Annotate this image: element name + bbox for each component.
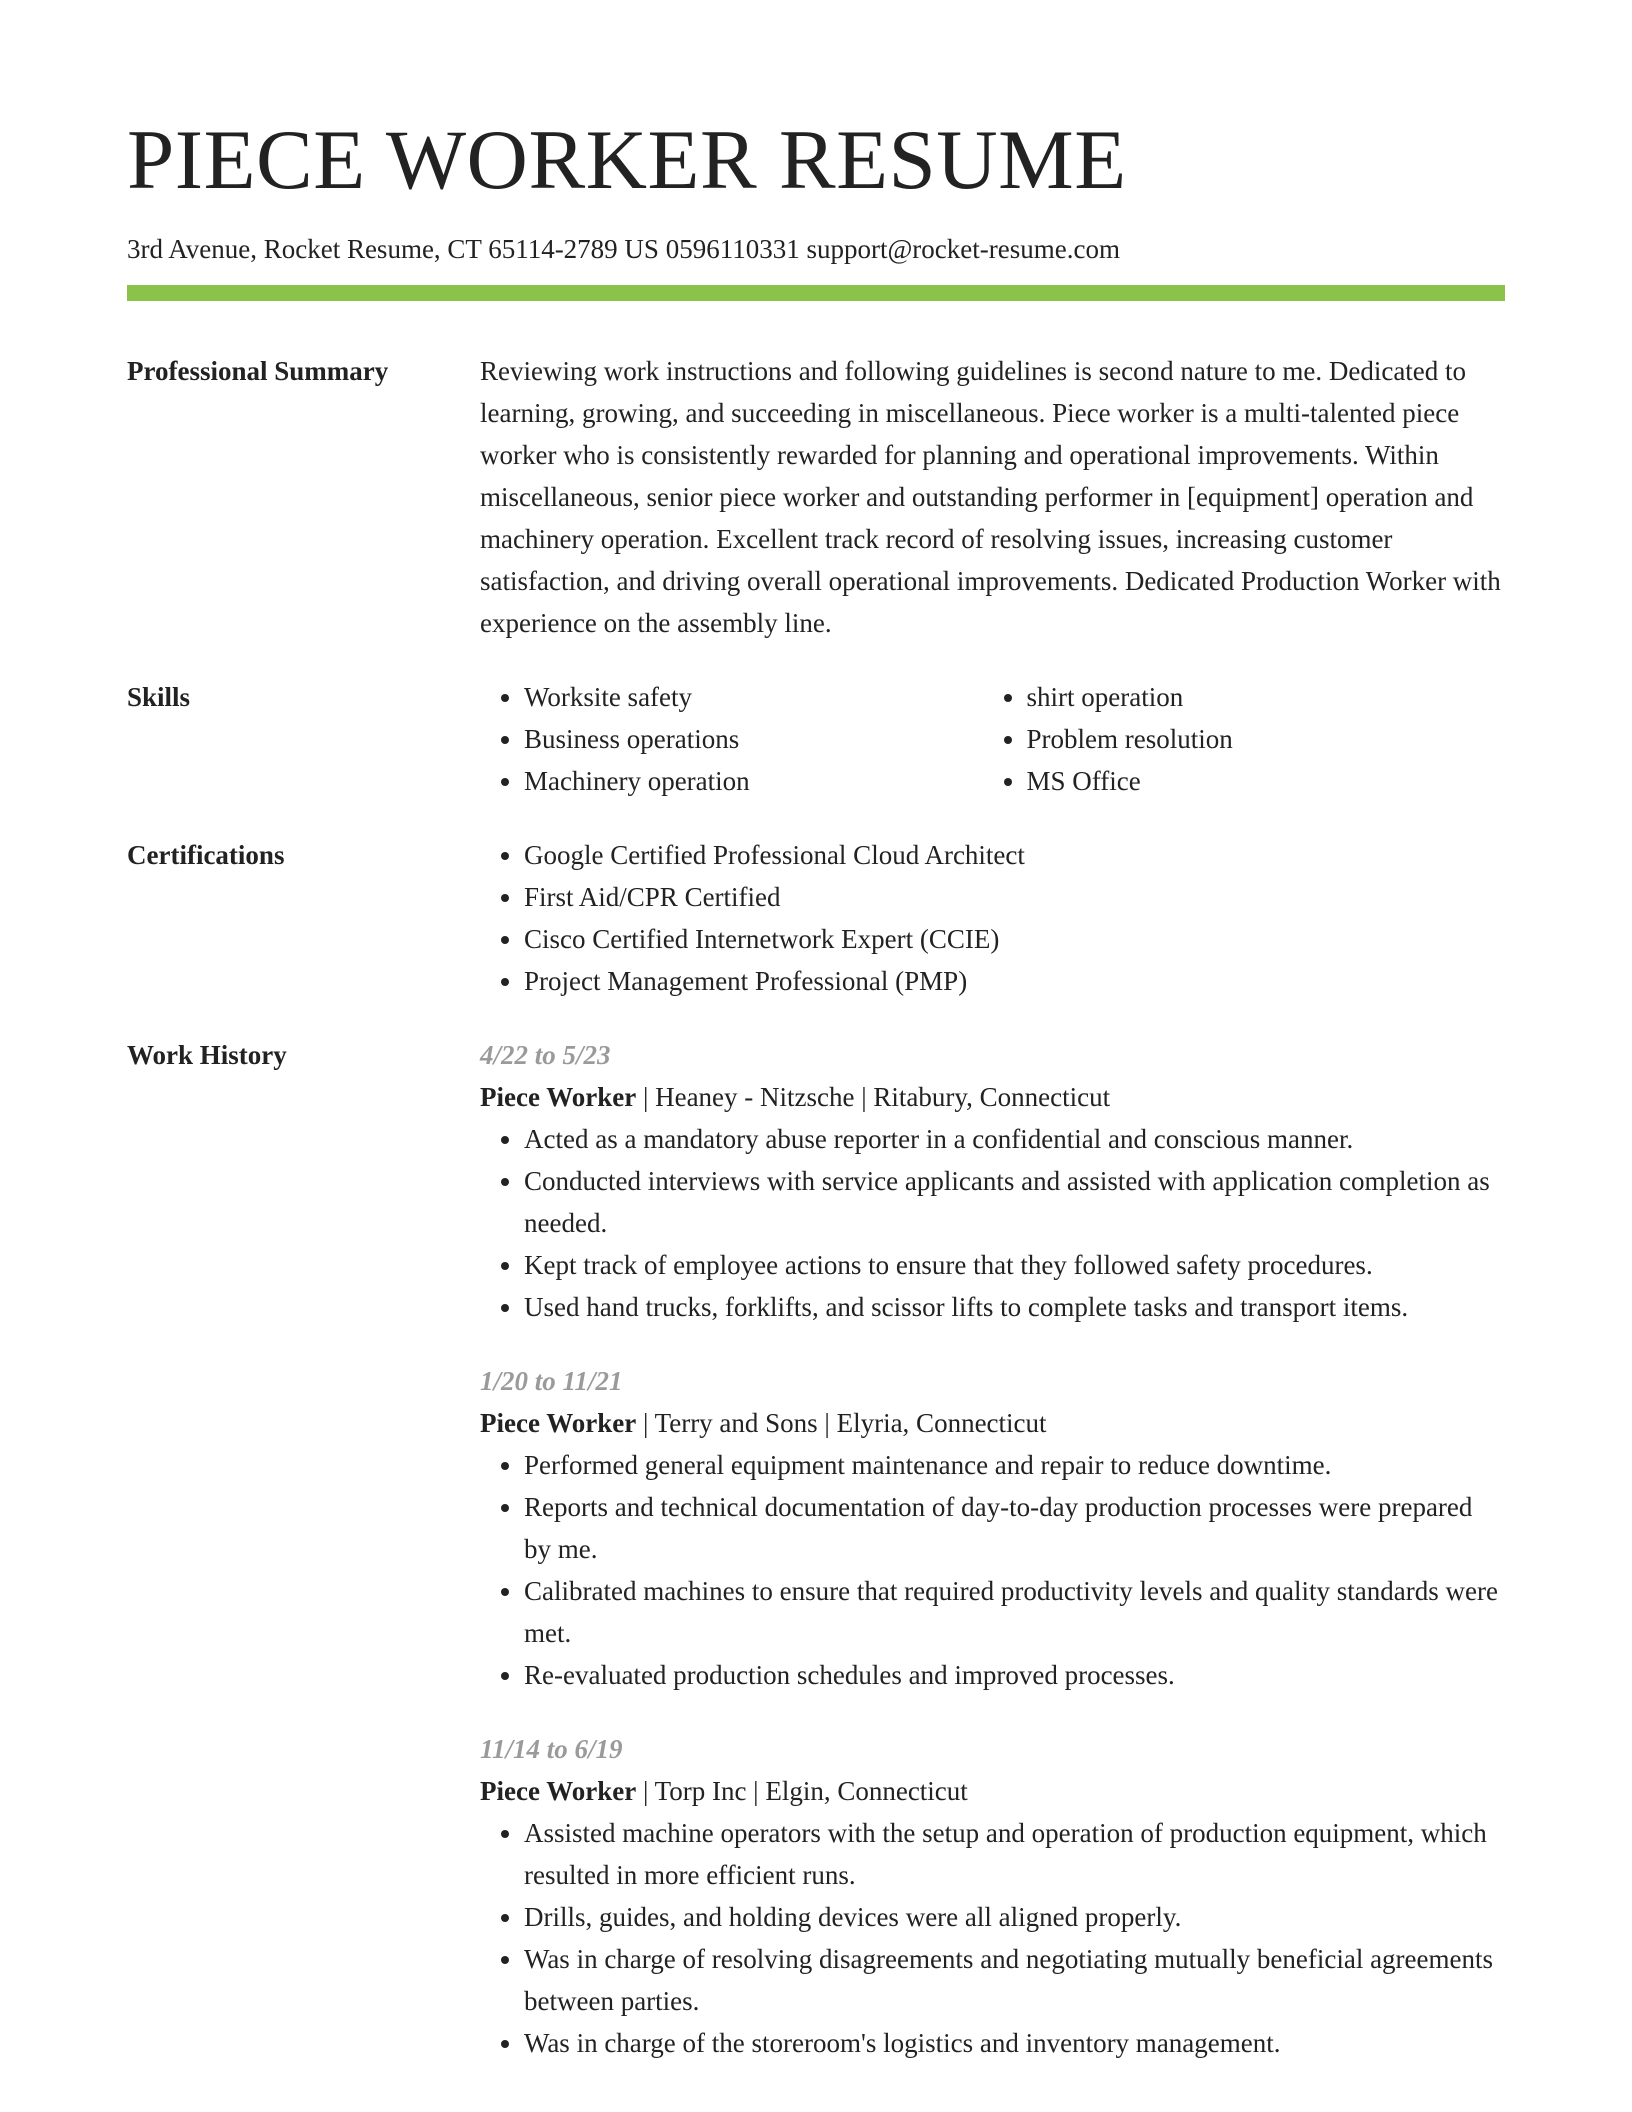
job-entry: [480, 1360, 1505, 1696]
summary-section: [127, 350, 1505, 644]
contact-line: 3rd Avenue, Rocket Resume, CT 65114-2789 US 0596110331 support@rocket-resume.com: [127, 234, 1120, 264]
job-dates: 1/20 to 11/21: [480, 1366, 623, 1396]
section-label-skills: Skills: [127, 682, 191, 712]
job-duty: • Calibrated machines to ensure that required productivity levels and quality standards were met.: [524, 1570, 1505, 1654]
job-duty: • Reports and technical documentation of day-to-day production processes were prepared by me.: [524, 1486, 1505, 1570]
job-dates: 4/22 to 5/23: [480, 1040, 611, 1070]
job-duty: • Conducted interviews with service applicants and assisted with application completion as needed.: [524, 1160, 1505, 1244]
job-duty: • Was in charge of resolving disagreements and negotiating mutually beneficial agreements between parties.: [524, 1938, 1505, 2022]
certification-item: • Project Management Professional (PMP): [524, 960, 1505, 1002]
accent-divider: [127, 285, 1505, 301]
work-history-body: [480, 1034, 1505, 2064]
job-title: Piece Worker: [480, 1082, 637, 1112]
skills-body: [480, 676, 1505, 802]
job-duty: • Kept track of employee actions to ensure that they followed safety procedures.: [524, 1244, 1505, 1286]
skills-column-1: [480, 676, 983, 802]
job-heading: [480, 1770, 1505, 1812]
skill-item: • Machinery operation: [524, 760, 983, 802]
job-duties-list: [480, 1812, 1505, 2064]
section-label-certifications: Certifications: [127, 840, 285, 870]
job-company-location: | Torp Inc | Elgin, Connecticut: [636, 1776, 968, 1806]
summary-text: Reviewing work instructions and following guidelines is second nature to me. Dedicated to learning, growing, and succeeding in miscellaneous. Piece worker is a multi-talented piece worker who is consistently rewarded for planning and operational improvements. Within miscellaneous, senior piece worker and outstanding performer in [equipment] operation and machinery operation. Excellent track record of resolving issues, increasing customer satisfaction, and driving overall operational improvements. Dedicated Production Worker with experience on the assembly line.: [480, 356, 1501, 638]
summary-body: [480, 350, 1505, 644]
job-heading: [480, 1076, 1505, 1118]
job-duty: • Re-evaluated production schedules and improved processes.: [524, 1654, 1505, 1696]
job-duty: • Performed general equipment maintenance and repair to reduce downtime.: [524, 1444, 1505, 1486]
job-entry: [480, 1034, 1505, 1328]
resume-title: PIECE WORKER RESUME: [127, 113, 1127, 207]
certifications-section: [127, 834, 1505, 1002]
job-duty: • Assisted machine operators with the setup and operation of production equipment, which resulted in more efficient runs.: [524, 1812, 1505, 1896]
job-duties-list: [480, 1444, 1505, 1696]
section-label-summary: Professional Summary: [127, 356, 389, 386]
skills-column-2: [983, 676, 1505, 802]
job-company-location: | Terry and Sons | Elyria, Connecticut: [636, 1408, 1047, 1438]
skill-item: • Worksite safety: [524, 676, 983, 718]
job-entry: [480, 1728, 1505, 2064]
skill-item: • shirt operation: [1027, 676, 1505, 718]
job-duty: • Used hand trucks, forklifts, and scissor lifts to complete tasks and transport items.: [524, 1286, 1505, 1328]
certification-item: • Google Certified Professional Cloud Architect: [524, 834, 1505, 876]
certifications-body: [480, 834, 1505, 1002]
job-dates: 11/14 to 6/19: [480, 1734, 623, 1764]
job-duties-list: [480, 1118, 1505, 1328]
skill-item: • Problem resolution: [1027, 718, 1505, 760]
skills-grid: [480, 676, 1505, 802]
job-heading: [480, 1402, 1505, 1444]
job-title: Piece Worker: [480, 1408, 637, 1438]
certifications-list: [480, 834, 1505, 1002]
skill-item: • Business operations: [524, 718, 983, 760]
job-duty: • Drills, guides, and holding devices were all aligned properly.: [524, 1896, 1505, 1938]
job-title: Piece Worker: [480, 1776, 637, 1806]
skills-section: [127, 676, 1505, 802]
job-duty: • Was in charge of the storeroom's logistics and inventory management.: [524, 2022, 1505, 2064]
certification-item: • First Aid/CPR Certified: [524, 876, 1505, 918]
resume-content: [127, 350, 1505, 2064]
certification-item: • Cisco Certified Internetwork Expert (CCIE): [524, 918, 1505, 960]
work-history-section: [127, 1034, 1505, 2064]
section-label-work-history: Work History: [127, 1040, 287, 1070]
skill-item: • MS Office: [1027, 760, 1505, 802]
job-duty: • Acted as a mandatory abuse reporter in a confidential and conscious manner.: [524, 1118, 1505, 1160]
job-company-location: | Heaney - Nitzsche | Ritabury, Connecticut: [636, 1082, 1111, 1112]
